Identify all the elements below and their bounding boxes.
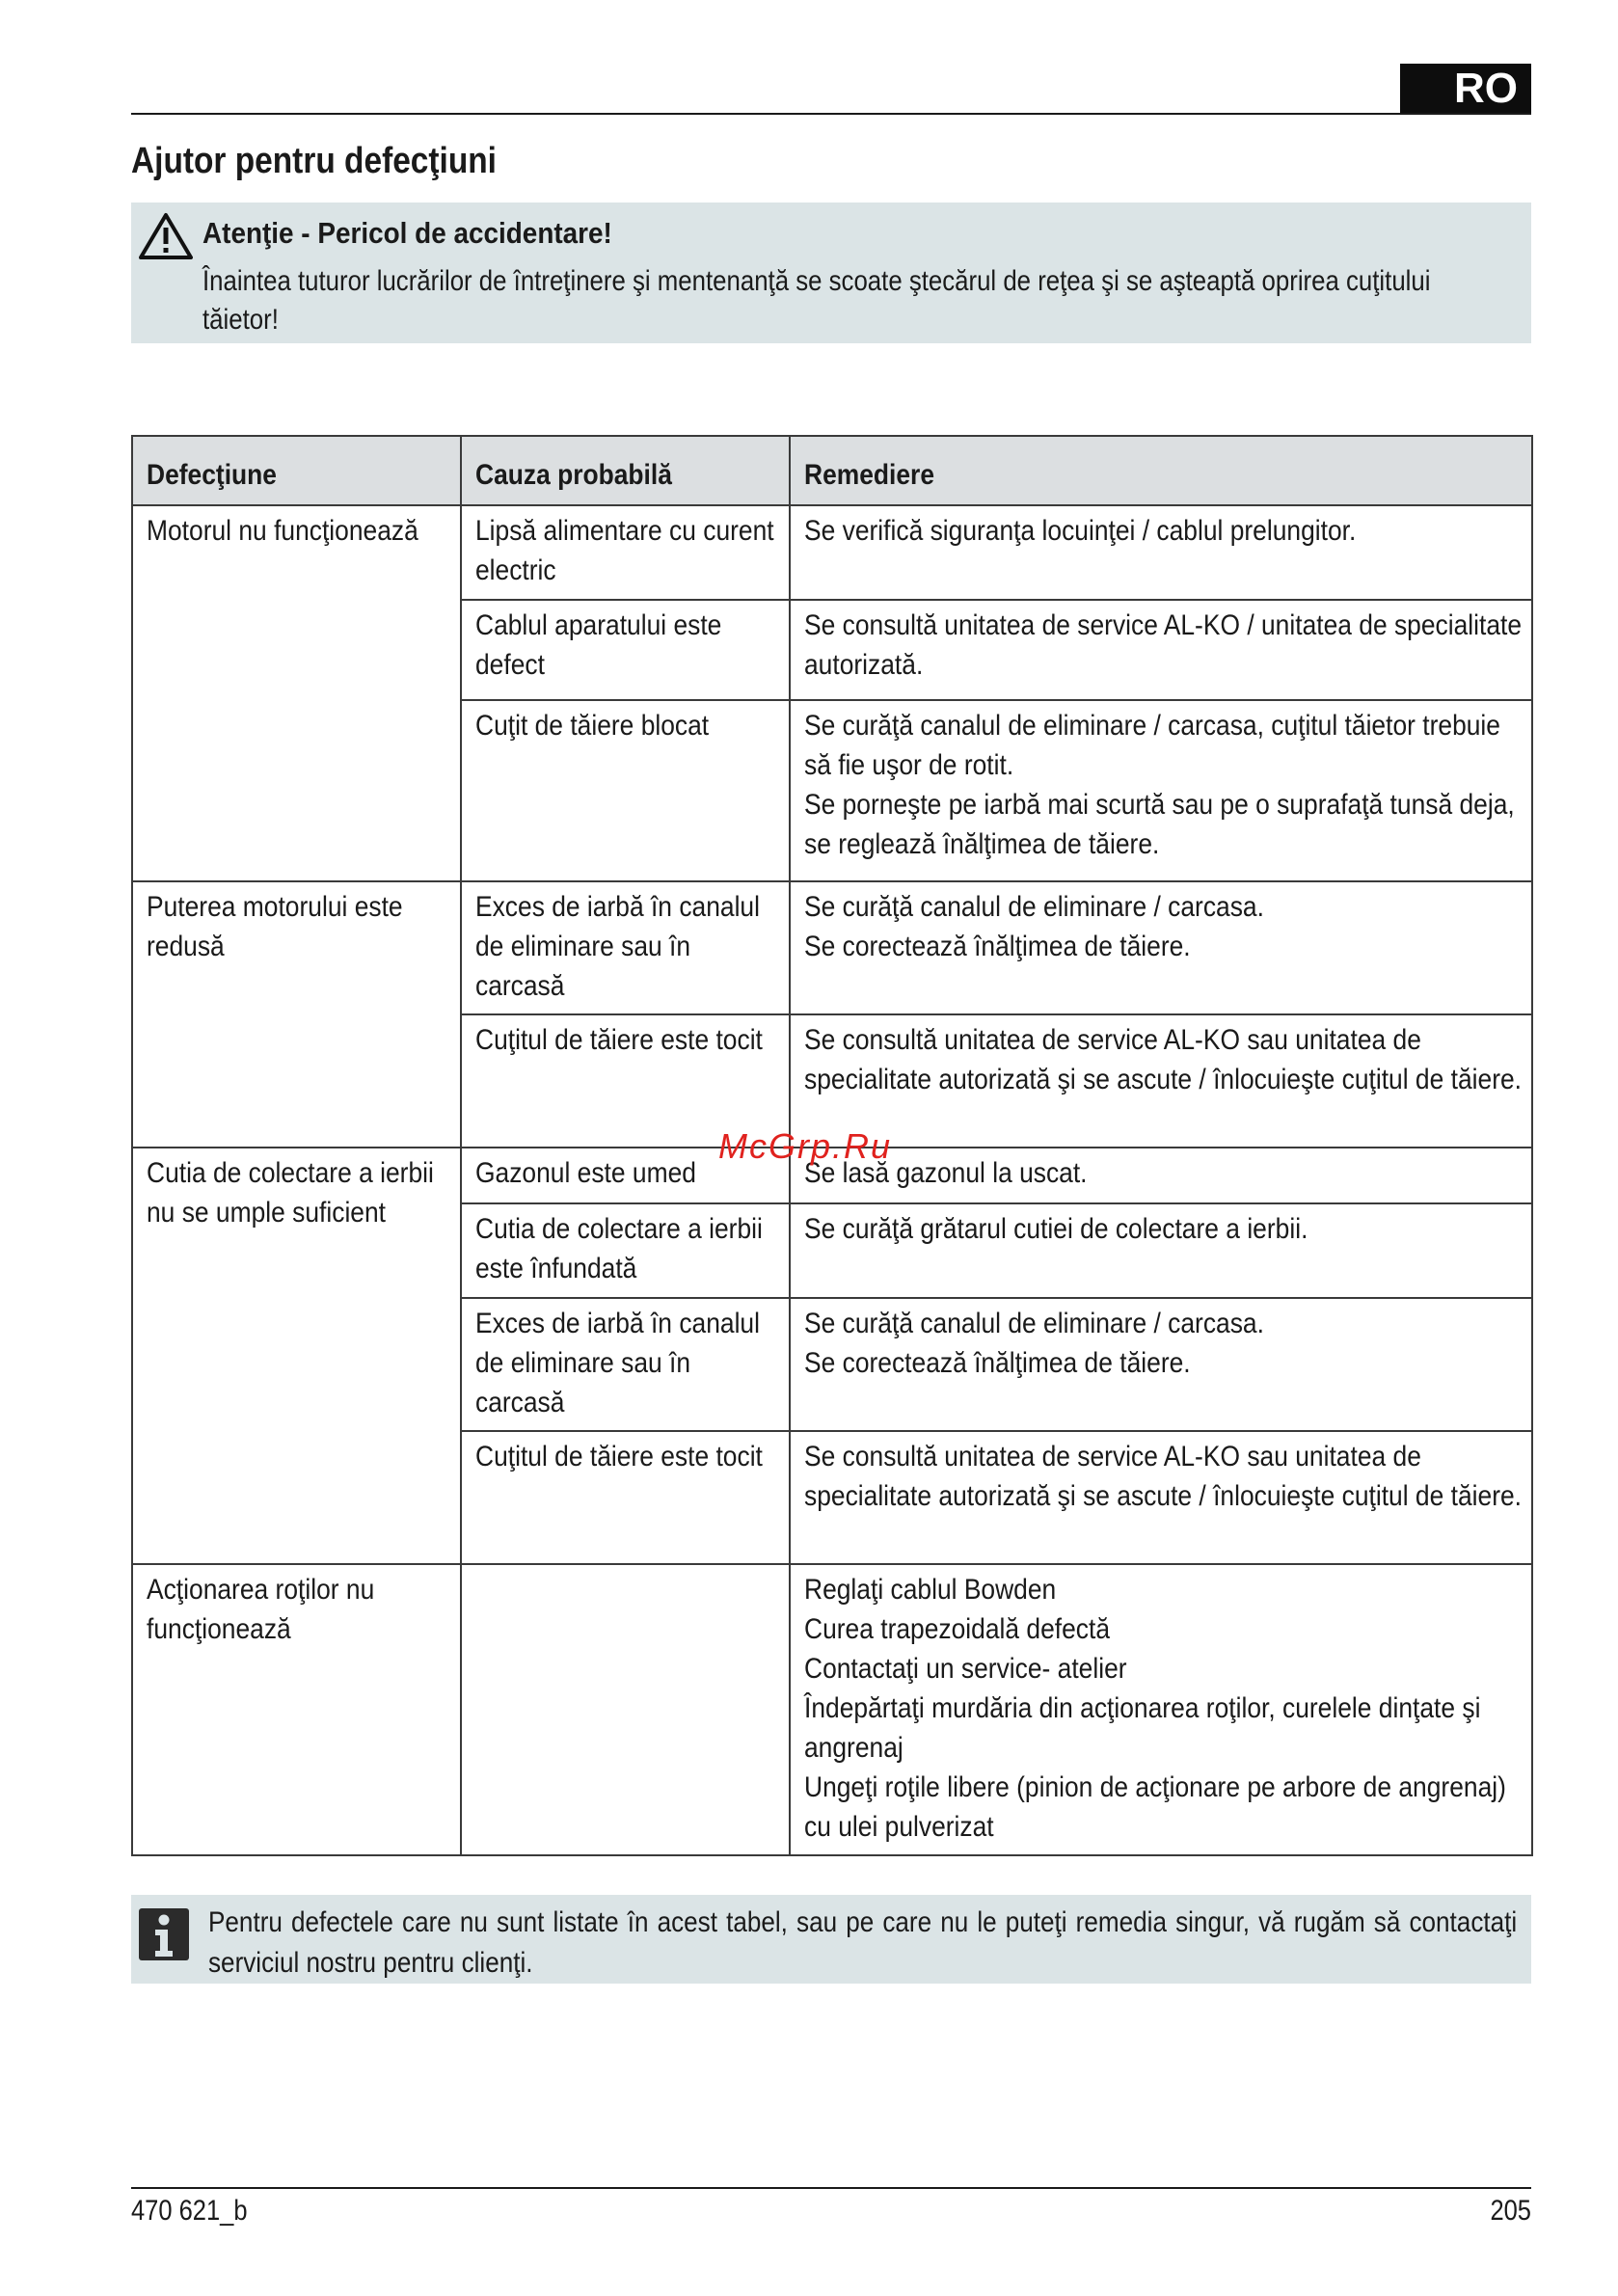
header-cause: Cauza probabilă xyxy=(461,436,790,505)
page-title: Ajutor pentru defecţiuni xyxy=(131,141,497,181)
footer-rule xyxy=(131,2187,1531,2189)
cause-cell: Exces de iarbă în canalul de eliminare sau în carcasă xyxy=(461,881,790,1014)
remedy-cell: Reglaţi cablul Bowden Curea trapezoidală defectă Contactaţi un service- atelier Îndepărtaţi murdăria din acţionarea roţilor, curelele dinţate şi angrenaj Ungeţi roţile libere (pinion de acţionare pe arbore de angrenaj) cu ulei pulverizat xyxy=(790,1564,1532,1855)
info-text: Pentru defectele care nu sunt listate în acest tabel, sau pe care nu le puteţi remedia singur, vă rugăm să contactaţi serviciul nostru pentru clienţi. xyxy=(208,1906,1518,1979)
remedy-cell: Se verifică siguranţa locuinţei / cablul prelungitor. xyxy=(790,505,1532,600)
defect-cell: Motorul nu funcţionează xyxy=(132,505,461,881)
header-defect: Defecţiune xyxy=(132,436,461,505)
language-badge: RO xyxy=(1400,64,1531,114)
cause-cell: Cuţitul de tăiere este tocit xyxy=(461,1431,790,1564)
remedy-cell: Se curăţă canalul de eliminare / carcasa. Se corectează înălţimea de tăiere. xyxy=(790,881,1532,1014)
defect-cell: Cutia de colectare a ierbii nu se umple suficient xyxy=(132,1148,461,1564)
remedy-cell: Se consultă unitatea de service AL-KO / unitatea de specialitate autorizată. xyxy=(790,600,1532,700)
warning-title: Atenţie - Pericol de accidentare! xyxy=(202,216,612,250)
cause-cell: Cutia de colectare a ierbii este înfundată xyxy=(461,1203,790,1298)
cause-cell: Gazonul este umed xyxy=(461,1148,790,1203)
watermark-text: McGrp.Ru xyxy=(718,1126,893,1166)
table-row xyxy=(132,1564,1532,1855)
warning-text: Înaintea tuturor lucrărilor de întreţinere şi mentenanţă se scoate ştecărul de reţea şi se aşteaptă oprirea cuţitului tăietor! xyxy=(202,265,1431,336)
cause-cell: Lipsă alimentare cu curent electric xyxy=(461,505,790,600)
remedy-cell: Se consultă unitatea de service AL-KO sau unitatea de specialitate autorizată şi se ascute / înlocuieşte cuţitul de tăiere. xyxy=(790,1431,1532,1564)
defect-cell: Acţionarea roţilor nu funcţionează xyxy=(132,1564,461,1855)
document-number: 470 621_b xyxy=(131,2195,248,2227)
info-icon xyxy=(137,1906,191,1962)
warning-box xyxy=(131,203,1531,343)
cause-cell: Cuţit de tăiere blocat xyxy=(461,700,790,881)
remedy-cell: Se consultă unitatea de service AL-KO sau unitatea de specialitate autorizată şi se ascute / înlocuieşte cuţitul de tăiere. xyxy=(790,1014,1532,1148)
info-box xyxy=(131,1895,1531,1984)
table-header-row xyxy=(132,436,1532,505)
defect-cell: Puterea motorului este redusă xyxy=(132,881,461,1148)
header-rule xyxy=(131,113,1531,115)
table-row xyxy=(132,881,1532,1014)
header-remedy: Remediere xyxy=(790,436,1532,505)
cause-cell: Exces de iarbă în canalul de eliminare sau în carcasă xyxy=(461,1298,790,1431)
table-row xyxy=(132,505,1532,600)
remedy-cell: Se curăţă canalul de eliminare / carcasa. Se corectează înălţimea de tăiere. xyxy=(790,1298,1532,1431)
cause-cell: Cuţitul de tăiere este tocit xyxy=(461,1014,790,1148)
remedy-cell: Se lasă gazonul la uscat. xyxy=(790,1148,1532,1203)
remedy-cell: Se curăţă grătarul cutiei de colectare a ierbii. xyxy=(790,1203,1532,1298)
cause-cell xyxy=(461,1564,790,1855)
cause-cell: Cablul aparatului este defect xyxy=(461,600,790,700)
warning-triangle-icon xyxy=(139,212,193,260)
remedy-cell: Se curăţă canalul de eliminare / carcasa, cuţitul tăietor trebuie să fie uşor de rotit. Se porneşte pe iarbă mai scurtă sau pe o suprafaţă tunsă deja, se reglează înălţimea de tăiere. xyxy=(790,700,1532,881)
page-number: 205 xyxy=(1490,2195,1531,2227)
